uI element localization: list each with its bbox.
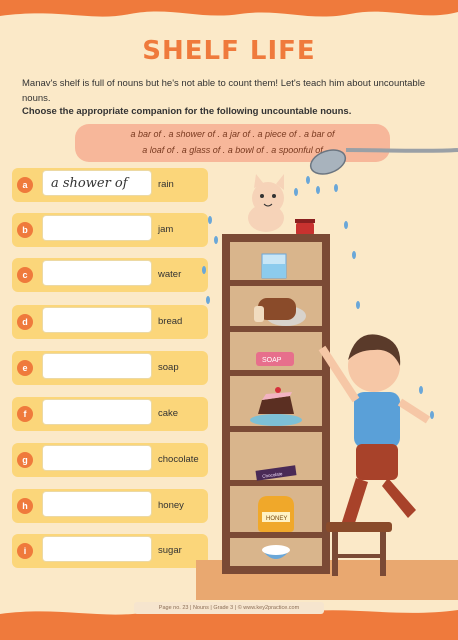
- intro-text: Manav's shelf is full of nouns but he's not able to count them! Let's teach him about uncountable nouns.: [22, 78, 426, 104]
- word-bank-line-2: a loaf of . a glass of . a bowl of . a spoonful of: [142, 145, 323, 155]
- soap-label: SOAP: [262, 357, 282, 364]
- question-row: [12, 351, 208, 385]
- noun-label: rain: [158, 179, 174, 190]
- answer-field[interactable]: [42, 445, 152, 471]
- answer-field[interactable]: [42, 215, 152, 241]
- honey-label: HONEY: [266, 516, 288, 522]
- boy-illustration: [322, 334, 428, 526]
- question-row: [12, 534, 208, 568]
- row-letter-badge: b: [17, 222, 33, 238]
- noun-label: chocolate: [158, 454, 199, 465]
- page-title: SHELF LIFE: [142, 36, 316, 66]
- question-row: [12, 443, 208, 477]
- row-letter-badge: a: [17, 177, 33, 193]
- question-row: [12, 397, 208, 431]
- shower-head-icon: [307, 146, 458, 179]
- noun-label: bread: [158, 316, 183, 327]
- noun-label: honey: [158, 500, 184, 511]
- shelf-illustration: [196, 130, 458, 600]
- answer-field[interactable]: [42, 399, 152, 425]
- row-letter-badge: e: [17, 360, 33, 376]
- question-row: [12, 213, 208, 247]
- answer-field[interactable]: [42, 260, 152, 286]
- noun-label: jam: [158, 224, 174, 235]
- row-letter-badge: f: [17, 406, 33, 422]
- row-letter-badge: c: [17, 267, 33, 283]
- question-row: [12, 489, 208, 523]
- row-letter-badge: d: [17, 314, 33, 330]
- honey-jar-icon: [258, 496, 294, 532]
- answer-field[interactable]: a shower of: [42, 170, 152, 196]
- question-row: [12, 305, 208, 339]
- answer-field[interactable]: [42, 536, 152, 562]
- glass-of-water-icon: [262, 254, 286, 278]
- row-letter-badge: h: [17, 498, 33, 514]
- cat-illustration: [248, 174, 284, 232]
- answer-field[interactable]: [42, 307, 152, 333]
- answer-field[interactable]: [42, 353, 152, 379]
- jam-jar-icon: [295, 219, 315, 236]
- noun-label: sugar: [158, 545, 182, 556]
- word-bank-line-1: a bar of . a shower of . a jar of . a piece of . a bar of: [130, 129, 335, 139]
- soap-bar-icon: [256, 352, 294, 366]
- noun-label: water: [158, 269, 182, 280]
- noun-label: cake: [158, 408, 179, 419]
- top-wave-border: [0, 0, 458, 34]
- instruction-text: Choose the appropriate companion for the following uncountable nouns.: [22, 106, 352, 117]
- row-letter-badge: g: [17, 452, 33, 468]
- question-row: [12, 258, 208, 292]
- question-row: [12, 168, 208, 202]
- row-letter-badge: i: [17, 543, 33, 559]
- answer-field[interactable]: [42, 491, 152, 517]
- page-footer: Page no. 23 | Nouns | Grade 3 | © www.key2practice.com: [134, 602, 324, 614]
- noun-label: soap: [158, 362, 179, 373]
- chocolate-label: Chocolate: [261, 471, 283, 479]
